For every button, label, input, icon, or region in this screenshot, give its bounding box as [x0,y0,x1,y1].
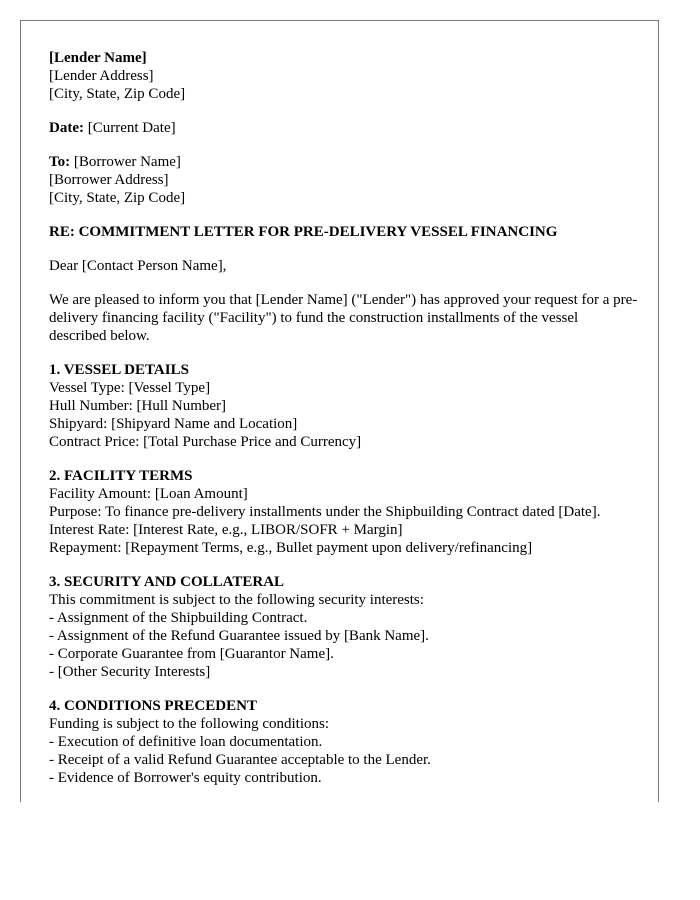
date-line [49,119,639,137]
salutation: Dear [Contact Person Name], [49,258,227,274]
section-vessel-details [49,361,639,451]
section-heading: 2. FACILITY TERMS [49,468,193,484]
section-line: - Assignment of the Shipbuilding Contract. [49,610,308,626]
section-line: Funding is subject to the following conditions: [49,716,329,732]
section-line: This commitment is subject to the following security interests: [49,592,424,608]
lender-address: [Lender Address] [49,68,154,84]
section-heading: 4. CONDITIONS PRECEDENT [49,698,257,714]
section-line: Purpose: To finance pre-delivery installments under the Shipbuilding Contract dated [Date]. [49,504,601,520]
section-security-collateral [49,573,639,681]
date-block [49,119,639,137]
section-heading: 1. VESSEL DETAILS [49,362,189,378]
lender-city: [City, State, Zip Code] [49,86,186,102]
section-line: Contract Price: [Total Purchase Price and Currency] [49,434,362,450]
section-line: Shipyard: [Shipyard Name and Location] [49,416,298,432]
letter-page [20,20,659,802]
borrower-address: [Borrower Address] [49,172,169,188]
to-label: To: [49,154,71,170]
lender-block [49,49,639,103]
subject-line: RE: COMMITMENT LETTER FOR PRE-DELIVERY VESSEL FINANCING [49,224,558,240]
section-line: - Receipt of a valid Refund Guarantee acceptable to the Lender. [49,752,431,768]
section-line: - Evidence of Borrower's equity contribution. [49,770,322,786]
section-line: Facility Amount: [Loan Amount] [49,486,248,502]
section-line: - Execution of definitive loan documentation. [49,734,323,750]
recipient-block [49,153,639,207]
intro-paragraph: We are pleased to inform you that [Lender Name] ("Lender") has approved your request for a pre-delivery financing facility ("Facility") to fund the construction installments of the vessel described below. [49,292,638,344]
section-heading: 3. SECURITY AND COLLATERAL [49,574,285,590]
borrower-city: [City, State, Zip Code] [49,190,186,206]
section-conditions-precedent [49,697,639,787]
section-line: Vessel Type: [Vessel Type] [49,380,211,396]
date-value: [Current Date] [83,120,176,136]
section-line: Hull Number: [Hull Number] [49,398,227,414]
subject-block [49,223,639,241]
section-line: - Assignment of the Refund Guarantee issued by [Bank Name]. [49,628,429,644]
date-label: Date: [49,120,84,136]
salutation-block [49,257,639,275]
borrower-name: [Borrower Name] [70,154,181,170]
section-facility-terms [49,467,639,557]
lender-name: [Lender Name] [49,50,147,66]
section-line: Repayment: [Repayment Terms, e.g., Bullet payment upon delivery/refinancing] [49,540,533,556]
letter-content [49,49,639,802]
section-line: - [Other Security Interests] [49,664,211,680]
section-line: Interest Rate: [Interest Rate, e.g., LIBOR/SOFR + Margin] [49,522,403,538]
section-line: - Corporate Guarantee from [Guarantor Name]. [49,646,334,662]
recipient-line [49,153,639,171]
